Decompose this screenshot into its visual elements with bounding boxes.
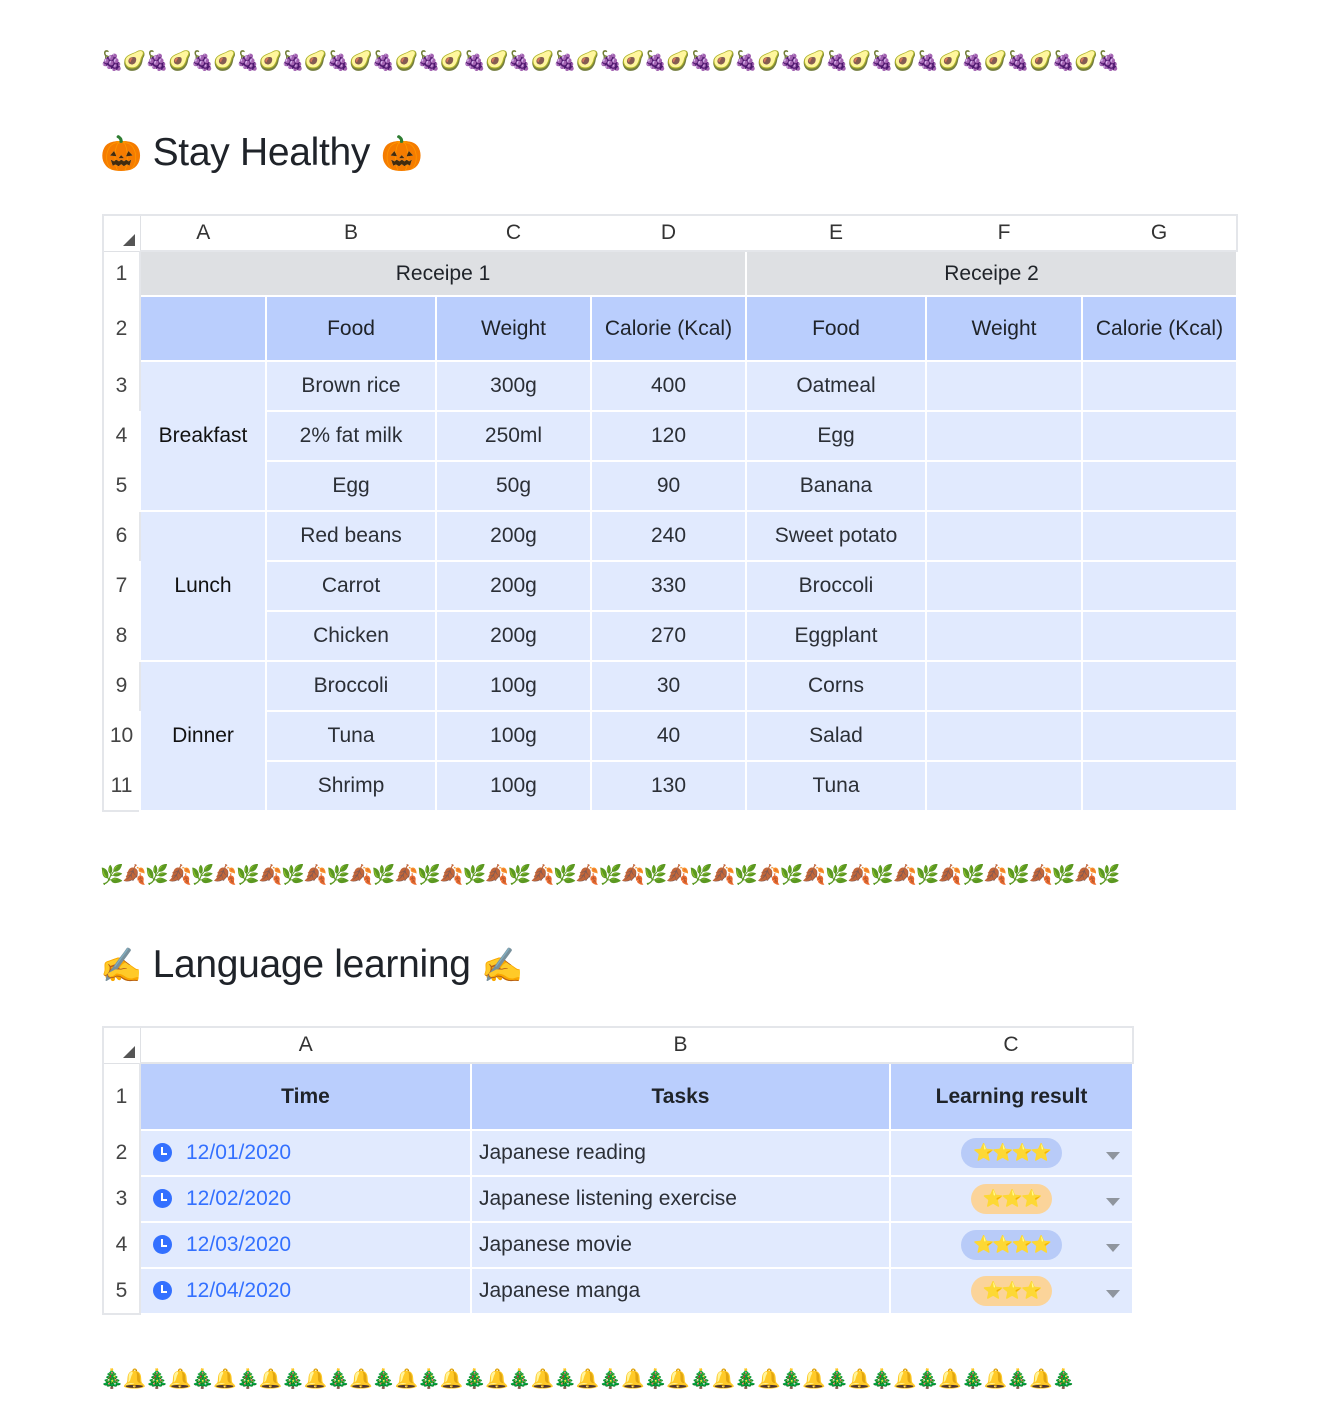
writing-hand-icon: ✍️ [481,946,524,986]
cell[interactable]: 400 [591,361,746,411]
cell[interactable] [926,761,1082,811]
receipe-1-header[interactable]: Receipe 1 [140,251,746,296]
cell[interactable] [1082,761,1237,811]
column-header[interactable]: C [436,215,591,251]
cell[interactable]: 120 [591,411,746,461]
emoji-divider-middle: 🌿🍂🌿🍂🌿🍂🌿🍂🌿🍂🌿🍂🌿🍂🌿🍂🌿🍂🌿🍂🌿🍂🌿🍂🌿🍂🌿🍂🌿🍂🌿🍂🌿🍂🌿🍂🌿🍂🌿🍂🌿🍂🌿🍂🌿 [100,864,1120,886]
header-cell[interactable]: Weight [926,296,1082,361]
cell[interactable] [926,611,1082,661]
table-row [103,1176,1133,1222]
row-header[interactable]: 9 [103,661,140,711]
table-row [103,711,1237,761]
cell[interactable]: 250ml [436,411,591,461]
cell[interactable] [1082,611,1237,661]
date-value: 12/01/2020 [186,1141,292,1164]
column-header[interactable]: A [140,1027,471,1063]
cell[interactable]: Brown rice [266,361,436,411]
cell[interactable]: 270 [591,611,746,661]
cell[interactable] [926,361,1082,411]
pumpkin-icon: 🎃 [100,134,143,174]
cell[interactable]: Tuna [266,711,436,761]
cell[interactable]: 200g [436,561,591,611]
task-cell[interactable]: Japanese listening exercise [471,1176,890,1222]
cell[interactable] [1082,461,1237,511]
meal-label-breakfast[interactable]: Breakfast [140,361,266,511]
column-header[interactable]: B [266,215,436,251]
row-header[interactable]: 10 [103,711,140,761]
cell[interactable] [1082,411,1237,461]
cell[interactable] [1082,561,1237,611]
language-sheet[interactable] [102,1026,1134,1315]
cell[interactable]: 200g [436,611,591,661]
cell[interactable]: 50g [436,461,591,511]
cell[interactable] [1082,511,1237,561]
row-header[interactable]: 2 [103,296,140,361]
header-cell[interactable]: Learning result [890,1063,1133,1130]
pumpkin-icon: 🎃 [380,134,423,174]
cell[interactable]: Broccoli [266,661,436,711]
cell[interactable] [1082,711,1237,761]
cell[interactable]: 300g [436,361,591,411]
star-rating-tag: ⭐⭐⭐⭐ [961,1138,1062,1168]
alarm-clock-icon [153,1189,172,1208]
page-title: Stay Healthy [152,131,371,174]
cell[interactable]: Shrimp [266,761,436,811]
cell[interactable]: 2% fat milk [266,411,436,461]
cell[interactable]: 330 [591,561,746,611]
cell[interactable]: Red beans [266,511,436,561]
row-header[interactable]: 5 [103,461,140,511]
cell[interactable]: 100g [436,711,591,761]
rating-select[interactable] [890,1176,1133,1222]
cell[interactable]: 130 [591,761,746,811]
table-row [103,361,1237,411]
cell[interactable]: Sweet potato [746,511,926,561]
table-row [103,1222,1133,1268]
column-header[interactable]: F [926,215,1082,251]
alarm-clock-icon [153,1281,172,1300]
header-cell[interactable]: Weight [436,296,591,361]
section-heading-language-learning [100,940,523,991]
cell[interactable]: Eggplant [746,611,926,661]
cell[interactable]: 40 [591,711,746,761]
row-header[interactable]: 3 [103,1176,140,1222]
dropdown-caret-icon[interactable] [1106,1244,1120,1252]
task-cell[interactable]: Japanese movie [471,1222,890,1268]
star-rating-tag: ⭐⭐⭐ [971,1184,1053,1214]
date-cell[interactable] [140,1130,471,1176]
select-all-corner[interactable] [103,1027,140,1063]
column-header[interactable]: B [471,1027,890,1063]
row-header[interactable]: 1 [103,251,140,296]
cell[interactable]: Salad [746,711,926,761]
meal-label-dinner[interactable]: Dinner [140,661,266,811]
cell[interactable]: Broccoli [746,561,926,611]
cell[interactable]: Carrot [266,561,436,611]
table-row [103,761,1237,811]
select-all-corner[interactable] [103,215,140,251]
rating-select[interactable] [890,1222,1133,1268]
dropdown-caret-icon[interactable] [1106,1198,1120,1206]
star-rating-tag: ⭐⭐⭐ [971,1276,1053,1306]
cell[interactable]: 200g [436,511,591,561]
cell[interactable] [926,511,1082,561]
row-header[interactable]: 8 [103,611,140,661]
table-row [103,611,1237,661]
row-header[interactable]: 5 [103,1268,140,1314]
cell[interactable]: 240 [591,511,746,561]
dropdown-caret-icon[interactable] [1106,1152,1120,1160]
date-value: 12/03/2020 [186,1233,292,1256]
task-cell[interactable]: Japanese manga [471,1268,890,1314]
cell[interactable] [926,561,1082,611]
cell[interactable] [926,411,1082,461]
receipe-2-header[interactable]: Receipe 2 [746,251,1237,296]
column-header[interactable]: A [140,215,266,251]
section-title: Language learning [152,943,471,986]
alarm-clock-icon [153,1235,172,1254]
cell[interactable]: 100g [436,761,591,811]
table-row [103,661,1237,711]
table-row [103,1268,1133,1314]
table-row [103,1130,1133,1176]
table-row [103,561,1237,611]
dropdown-caret-icon[interactable] [1106,1290,1120,1298]
cell[interactable]: 90 [591,461,746,511]
emoji-divider-top: 🍇🥑🍇🥑🍇🥑🍇🥑🍇🥑🍇🥑🍇🥑🍇🥑🍇🥑🍇🥑🍇🥑🍇🥑🍇🥑🍇🥑🍇🥑🍇🥑🍇🥑🍇🥑🍇🥑🍇🥑🍇🥑🍇🥑🍇 [100,50,1120,72]
alarm-clock-icon [153,1143,172,1162]
rating-select[interactable] [890,1130,1133,1176]
row-header[interactable]: 4 [103,1222,140,1268]
date-cell[interactable] [140,1222,471,1268]
date-cell[interactable] [140,1176,471,1222]
row-header[interactable]: 11 [103,761,140,811]
cell[interactable]: Tuna [746,761,926,811]
row-header[interactable]: 1 [103,1063,140,1130]
column-header[interactable]: C [890,1027,1133,1063]
rating-select[interactable] [890,1268,1133,1314]
row-header[interactable]: 4 [103,411,140,461]
header-cell[interactable]: Tasks [471,1063,890,1130]
task-cell[interactable]: Japanese reading [471,1130,890,1176]
star-rating-tag: ⭐⭐⭐⭐ [961,1230,1062,1260]
cell[interactable] [926,461,1082,511]
cell[interactable] [926,661,1082,711]
header-cell[interactable]: Calorie (Kcal) [591,296,746,361]
table-row [103,511,1237,561]
row-header[interactable]: 6 [103,511,140,561]
cell[interactable]: 100g [436,661,591,711]
cell[interactable]: Corns [746,661,926,711]
cell[interactable]: Banana [746,461,926,511]
header-cell-empty[interactable] [140,296,266,361]
header-cell[interactable]: Calorie (Kcal) [1082,296,1237,361]
cell[interactable]: 30 [591,661,746,711]
cell[interactable]: Egg [266,461,436,511]
cell[interactable] [926,711,1082,761]
meal-label-lunch[interactable]: Lunch [140,511,266,661]
date-value: 12/04/2020 [186,1279,292,1302]
cell[interactable]: Chicken [266,611,436,661]
cell[interactable] [1082,661,1237,711]
cell[interactable]: Egg [746,411,926,461]
column-header[interactable]: D [591,215,746,251]
table-row [103,411,1237,461]
section-heading-stay-healthy [100,128,423,179]
header-cell[interactable]: Time [140,1063,471,1130]
row-header[interactable]: 2 [103,1130,140,1176]
header-cell[interactable]: Food [746,296,926,361]
emoji-divider-bottom: 🎄🔔🎄🔔🎄🔔🎄🔔🎄🔔🎄🔔🎄🔔🎄🔔🎄🔔🎄🔔🎄🔔🎄🔔🎄🔔🎄🔔🎄🔔🎄🔔🎄🔔🎄🔔🎄🔔🎄🔔🎄🔔🎄 [100,1368,1075,1390]
table-row [103,461,1237,511]
row-header[interactable]: 7 [103,561,140,611]
header-cell[interactable]: Food [266,296,436,361]
column-header[interactable]: E [746,215,926,251]
date-value: 12/02/2020 [186,1187,292,1210]
writing-hand-icon: ✍️ [100,946,143,986]
recipe-sheet[interactable] [102,214,1238,812]
cell[interactable]: Oatmeal [746,361,926,411]
column-header[interactable]: G [1082,215,1237,251]
row-header[interactable]: 3 [103,361,140,411]
date-cell[interactable] [140,1268,471,1314]
cell[interactable] [1082,361,1237,411]
